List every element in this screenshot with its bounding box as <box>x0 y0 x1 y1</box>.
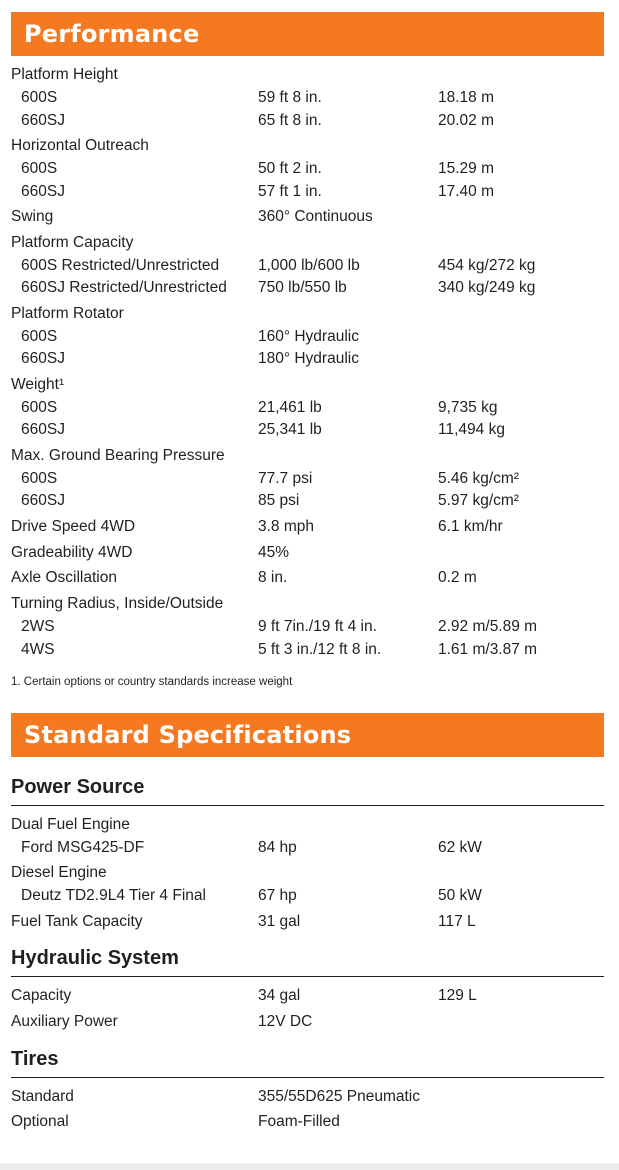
spec-label: 4WS <box>21 641 55 658</box>
performance-title: Performance <box>24 20 200 48</box>
power-source-row <box>0 862 619 884</box>
spec-value-metric: 340 kg/249 kg <box>438 279 536 296</box>
spec-value-metric: 129 L <box>438 987 477 1004</box>
spec-label: Ford MSG425-DF <box>21 839 145 856</box>
hydraulic-system-heading: Hydraulic System <box>11 947 179 969</box>
spec-label: Max. Ground Bearing Pressure <box>11 447 225 464</box>
spec-value-metric: 1.61 m/3.87 m <box>438 641 538 658</box>
spec-value-imperial: 57 ft 1 in. <box>258 183 322 200</box>
spec-label: 660SJ <box>21 183 65 200</box>
tires-row <box>0 1111 619 1133</box>
spec-label: Axle Oscillation <box>11 569 117 586</box>
spec-label: Horizontal Outreach <box>11 137 149 154</box>
spec-label: Optional <box>11 1113 69 1130</box>
performance-row <box>0 490 619 512</box>
power-source-heading: Power Source <box>11 776 145 798</box>
power-source-row <box>0 885 619 907</box>
spec-value-metric: 15.29 m <box>438 160 495 177</box>
performance-row <box>0 277 619 299</box>
spec-value-imperial: 84 hp <box>258 839 297 856</box>
power-source-divider <box>11 805 604 806</box>
performance-banner <box>11 12 604 56</box>
spec-value-imperial: 12V DC <box>258 1013 313 1030</box>
performance-row <box>0 326 619 348</box>
spec-label: 660SJ Restricted/Unrestricted <box>21 279 227 296</box>
weight-footnote: 1. Certain options or country standards increase weight <box>11 676 293 688</box>
spec-label: Drive Speed 4WD <box>11 518 136 535</box>
spec-value-imperial: 45% <box>258 544 290 561</box>
spec-value-metric: 117 L <box>438 913 476 930</box>
performance-row <box>0 468 619 490</box>
performance-row <box>0 639 619 661</box>
spec-value-metric: 454 kg/272 kg <box>438 257 536 274</box>
spec-value-imperial: 21,461 lb <box>258 399 322 416</box>
hydraulic-system-divider <box>11 976 604 977</box>
spec-label: 600S <box>21 399 58 416</box>
spec-value-metric: 5.46 kg/cm² <box>438 470 519 487</box>
performance-row <box>0 206 619 228</box>
performance-row <box>0 64 619 86</box>
spec-value-imperial: 67 hp <box>258 887 297 904</box>
spec-label: Dual Fuel Engine <box>11 816 130 833</box>
spec-label: 600S Restricted/Unrestricted <box>21 257 220 274</box>
performance-row <box>0 593 619 615</box>
spec-label: 660SJ <box>21 492 65 509</box>
spec-label: 600S <box>21 89 58 106</box>
performance-row <box>0 445 619 467</box>
spec-value-imperial: 355/55D625 Pneumatic <box>258 1088 421 1105</box>
spec-value-imperial: 160° Hydraulic <box>258 328 359 345</box>
spec-label: Platform Capacity <box>11 234 134 251</box>
performance-row <box>0 397 619 419</box>
hydraulic-system-row <box>0 1011 619 1033</box>
spec-value-imperial: 8 in. <box>258 569 288 586</box>
spec-value-metric: 62 kW <box>438 839 482 856</box>
tires-divider <box>11 1077 604 1078</box>
spec-value-imperial: 34 gal <box>258 987 301 1004</box>
spec-label: 660SJ <box>21 421 65 438</box>
performance-row <box>0 374 619 396</box>
spec-value-imperial: 360° Continuous <box>258 208 373 225</box>
spec-label: 600S <box>21 160 58 177</box>
spec-value-metric: 5.97 kg/cm² <box>438 492 519 509</box>
spec-value-imperial: 3.8 mph <box>258 518 315 535</box>
power-source-row <box>0 911 619 933</box>
performance-row <box>0 232 619 254</box>
spec-label: 660SJ <box>21 112 65 129</box>
spec-label: Gradeability 4WD <box>11 544 133 561</box>
spec-value-metric: 20.02 m <box>438 112 495 129</box>
tires-heading: Tires <box>11 1048 59 1070</box>
spec-value-imperial: 31 gal <box>258 913 301 930</box>
hydraulic-system-row <box>0 985 619 1007</box>
spec-label: Platform Height <box>11 66 118 83</box>
spec-value-imperial: 59 ft 8 in. <box>258 89 322 106</box>
performance-row <box>0 542 619 564</box>
spec-label: Swing <box>11 208 54 225</box>
spec-value-metric: 0.2 m <box>438 569 477 586</box>
tires-row <box>0 1086 619 1108</box>
performance-row <box>0 348 619 370</box>
performance-row <box>0 303 619 325</box>
spec-label: 600S <box>21 328 58 345</box>
spec-value-imperial: 750 lb/550 lb <box>258 279 347 296</box>
spec-value-imperial: Foam-Filled <box>258 1113 340 1130</box>
spec-label: Platform Rotator <box>11 305 124 322</box>
spec-label: 2WS <box>21 618 55 635</box>
performance-row <box>0 255 619 277</box>
spec-label: Capacity <box>11 987 72 1004</box>
performance-row <box>0 87 619 109</box>
spec-value-imperial: 25,341 lb <box>258 421 322 438</box>
spec-value-imperial: 77.7 psi <box>258 470 313 487</box>
spec-value-imperial: 9 ft 7in./19 ft 4 in. <box>258 618 377 635</box>
spec-label: Fuel Tank Capacity <box>11 913 143 930</box>
spec-value-metric: 17.40 m <box>438 183 495 200</box>
spec-value-metric: 18.18 m <box>438 89 495 106</box>
performance-row <box>0 110 619 132</box>
spec-label: Turning Radius, Inside/Outside <box>11 595 224 612</box>
spec-value-imperial: 1,000 lb/600 lb <box>258 257 360 274</box>
spec-value-metric: 11,494 kg <box>438 421 505 438</box>
performance-row <box>0 135 619 157</box>
standard-specs-banner <box>11 713 604 757</box>
performance-row <box>0 158 619 180</box>
spec-label: Weight¹ <box>11 376 65 393</box>
power-source-row <box>0 837 619 859</box>
spec-value-metric: 6.1 km/hr <box>438 518 503 535</box>
spec-label: 600S <box>21 470 58 487</box>
standard-specs-title: Standard Specifications <box>24 721 352 749</box>
performance-row <box>0 616 619 638</box>
spec-value-metric: 50 kW <box>438 887 482 904</box>
spec-label: 660SJ <box>21 350 65 367</box>
spec-value-metric: 9,735 kg <box>438 399 498 416</box>
spec-value-imperial: 5 ft 3 in./12 ft 8 in. <box>258 641 382 658</box>
spec-value-imperial: 65 ft 8 in. <box>258 112 322 129</box>
spec-value-imperial: 50 ft 2 in. <box>258 160 322 177</box>
spec-label: Standard <box>11 1088 74 1105</box>
performance-row <box>0 419 619 441</box>
page-bottom-edge <box>0 1163 619 1170</box>
spec-value-metric: 2.92 m/5.89 m <box>438 618 538 635</box>
spec-label: Diesel Engine <box>11 864 107 881</box>
performance-row <box>0 516 619 538</box>
power-source-row <box>0 814 619 836</box>
spec-label: Deutz TD2.9L4 Tier 4 Final <box>21 887 206 904</box>
performance-row <box>0 181 619 203</box>
performance-row <box>0 567 619 589</box>
spec-value-imperial: 180° Hydraulic <box>258 350 359 367</box>
spec-label: Auxiliary Power <box>11 1013 118 1030</box>
spec-value-imperial: 85 psi <box>258 492 300 509</box>
